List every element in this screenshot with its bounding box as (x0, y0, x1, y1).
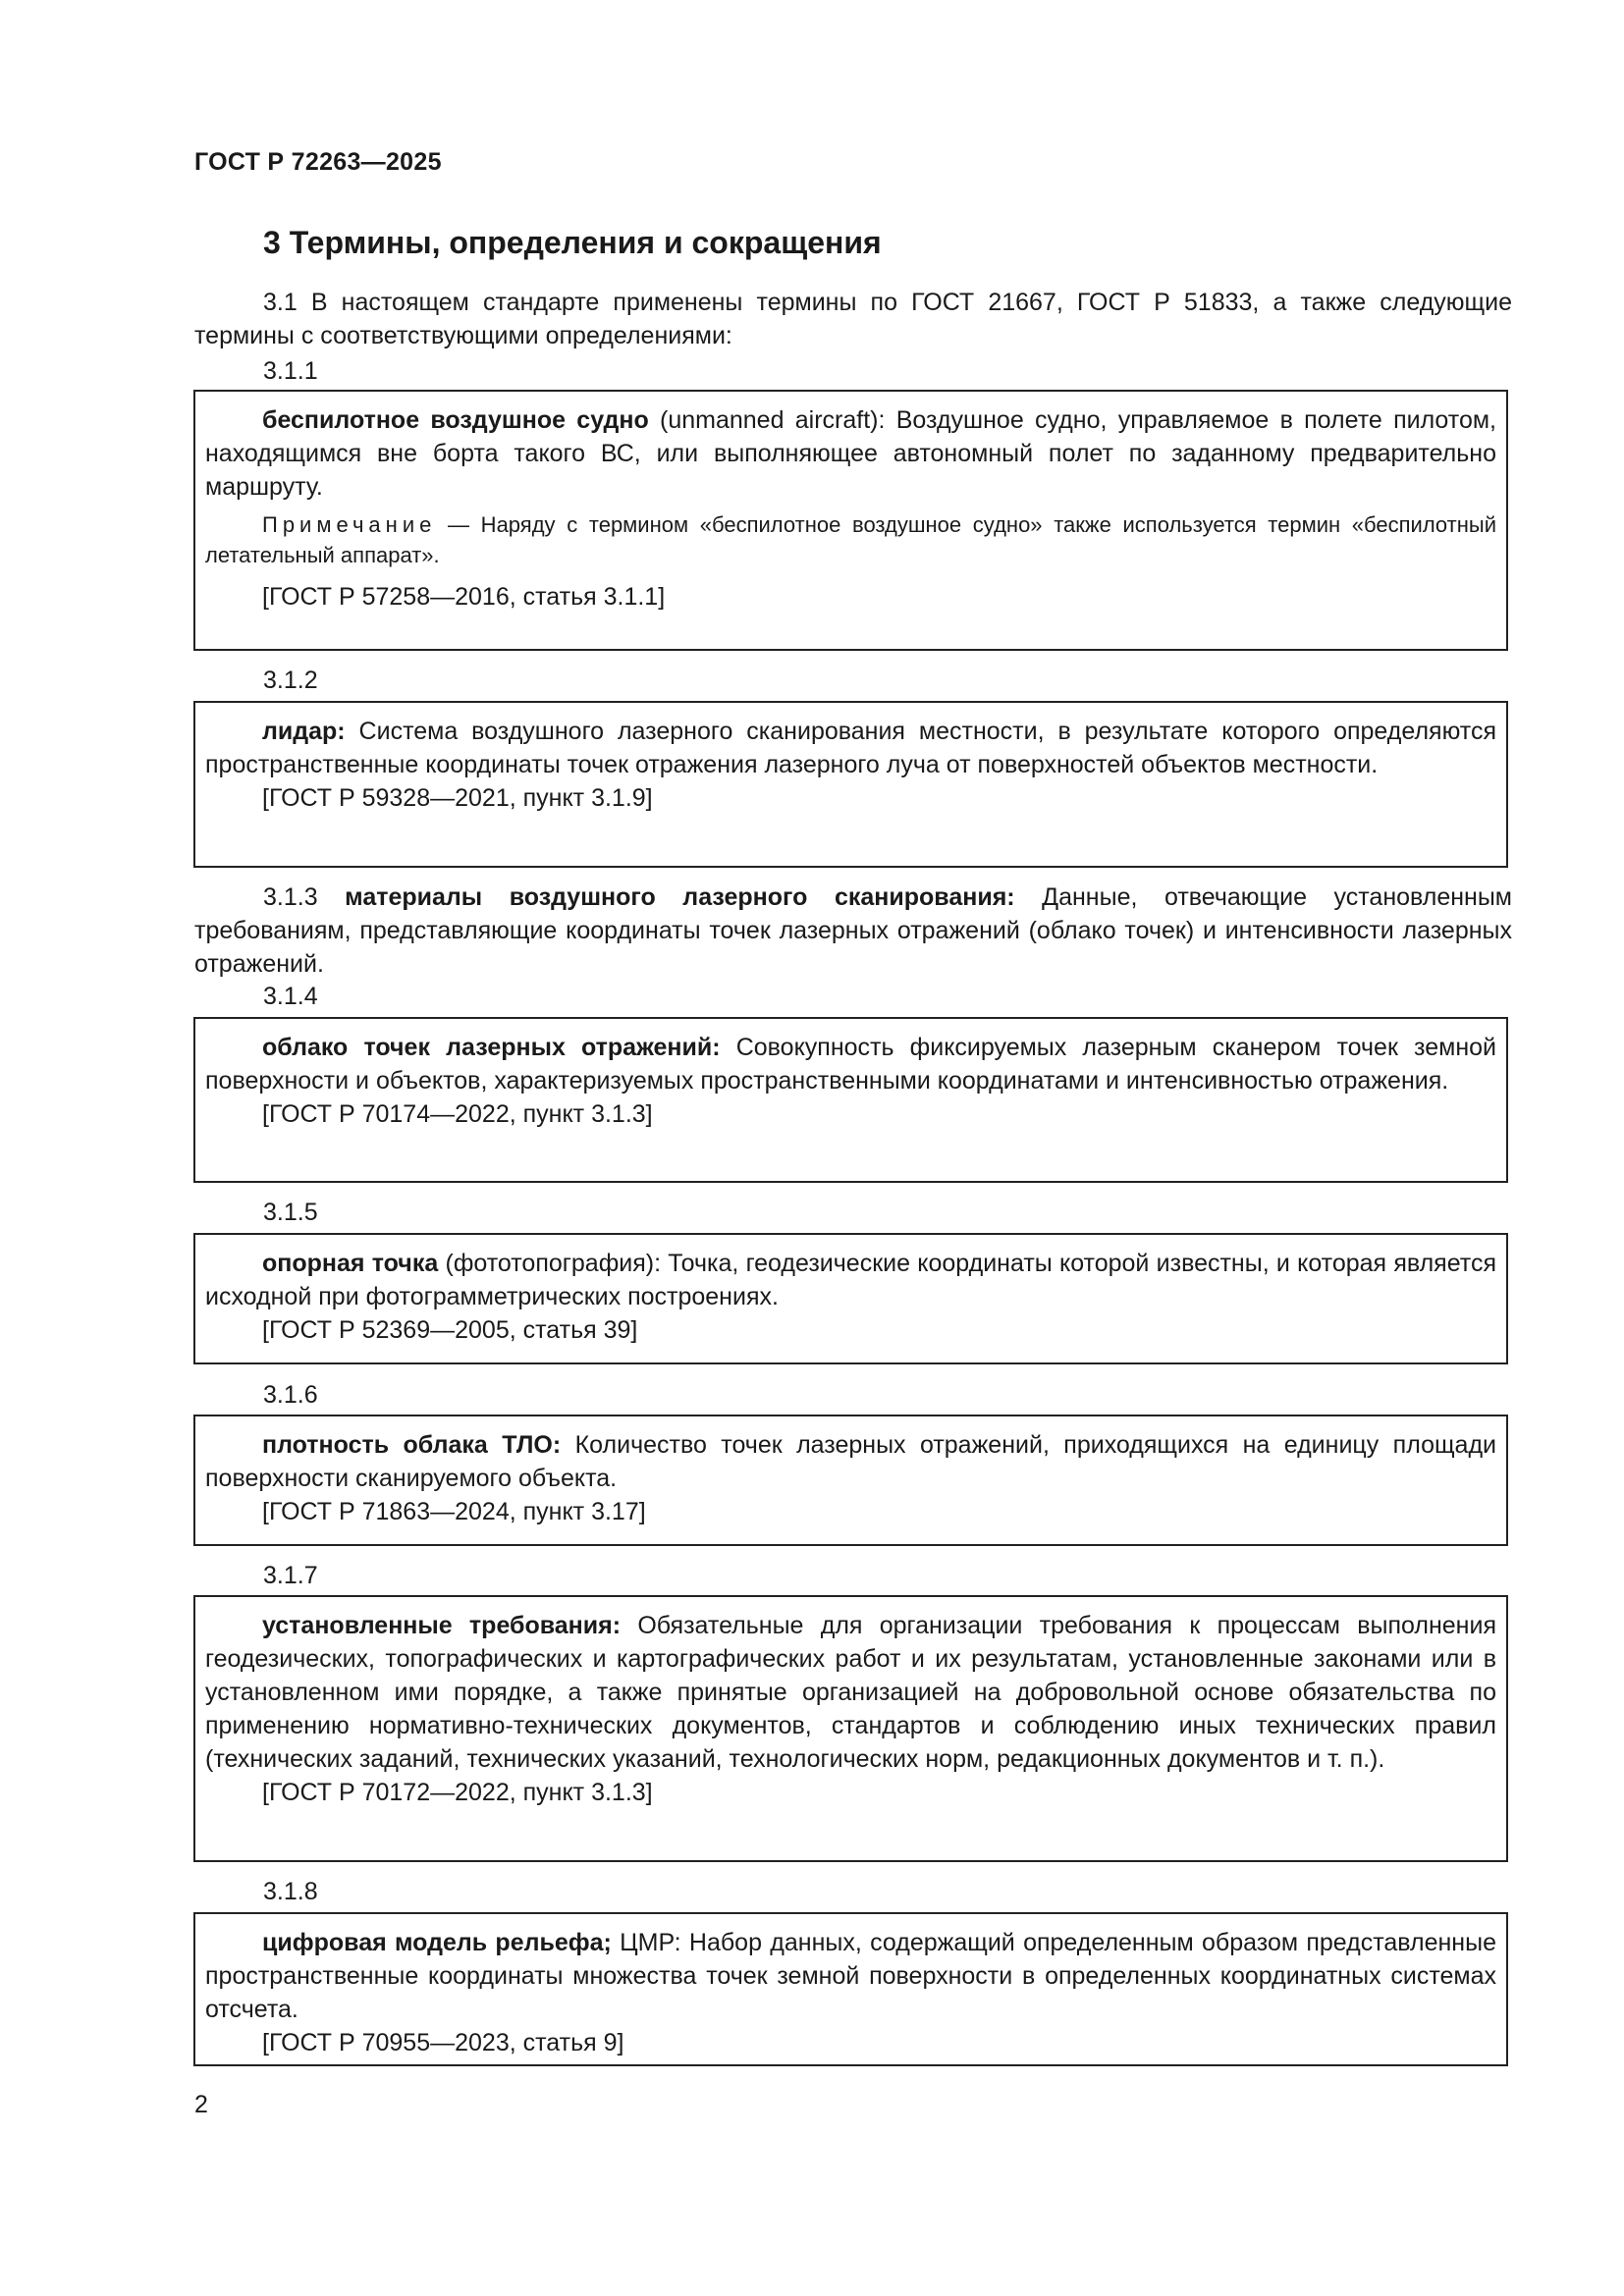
term-name: плотность облака ТЛО: (262, 1431, 562, 1459)
intro-paragraph: 3.1 В настоящем стандарте применены термины по ГОСТ 21667, ГОСТ Р 51833, а также следующие термины с соответствующими определениями: (194, 289, 1512, 349)
term-name: материалы воздушного лазерного сканирования: (345, 883, 1015, 911)
term-suffix: (unmanned aircraft): (648, 406, 896, 434)
term-text: Количество точек лазерных отражений, приходящихся на единицу площади поверхности сканируемого объекта. (205, 1431, 1496, 1492)
note-label: Примечание (262, 512, 437, 537)
term-name: облако точек лазерных отражений: (262, 1034, 721, 1061)
section-title: 3 Термины, определения и сокращения (263, 225, 882, 260)
term-definition (205, 403, 1496, 504)
term-text: Совокупность фиксируемых лазерным сканером точек земной поверхности и объектов, характеризуемых пространственными координатами и интенсивностью отражения. (205, 1034, 1497, 1095)
term-text: Воздушное судно, управляемое в полете пилотом, находящимся вне борта такого ВС, или выполняющее автономный полет по заданному предварительно маршруту. (205, 406, 1496, 501)
term-box-3-1-5 (193, 1233, 1508, 1364)
term-text: Система воздушного лазерного сканирования местности, в результате которого определяются пространственные координаты точек отражения лазерного луча от поверхностей объектов местности. (205, 718, 1496, 778)
term-definition (205, 1247, 1496, 1313)
term-box-3-1-8 (193, 1912, 1508, 2066)
term-suffix: (фототопография): (438, 1250, 669, 1277)
term-number-3-1-2: 3.1.2 (263, 667, 318, 694)
term-definition (205, 1031, 1496, 1097)
term-number-3-1-7: 3.1.7 (263, 1562, 318, 1589)
term-definition (205, 1428, 1496, 1495)
term-name: лидар: (262, 718, 346, 745)
term-box-3-1-1 (193, 390, 1508, 651)
term-suffix: ЦМР: (611, 1929, 689, 1956)
term-box-3-1-4 (193, 1017, 1508, 1183)
term-note (205, 509, 1496, 570)
note-text: — Наряду с термином «беспилотное воздушное судно» также используется термин «беспилотный летательный аппарат». (205, 512, 1496, 567)
term-definition (205, 715, 1496, 781)
term-number-3-1-1: 3.1.1 (263, 357, 318, 385)
term-text: Набор данных, содержащий определенным образом представленные пространственные координаты множества точек земной поверхности в определенных координатных системах отсчета. (205, 1929, 1496, 2023)
term-number-3-1-4: 3.1.4 (263, 983, 318, 1010)
term-number-3-1-6: 3.1.6 (263, 1381, 318, 1409)
term-name: установленные требования: (262, 1612, 622, 1639)
term-source: [ГОСТ Р 59328—2021, пункт 3.1.9] (262, 784, 653, 812)
term-source: [ГОСТ Р 70955—2023, статья 9] (262, 2029, 624, 2056)
document-code: ГОСТ Р 72263—2025 (194, 148, 442, 176)
term-definition (205, 1609, 1496, 1776)
term-definition (205, 1926, 1496, 2026)
term-box-3-1-2 (193, 701, 1508, 868)
term-source: [ГОСТ Р 70174—2022, пункт 3.1.3] (262, 1100, 653, 1128)
term-name: опорная точка (262, 1250, 439, 1277)
term-name: беспилотное воздушное судно (262, 406, 649, 434)
term-paragraph-3-1-3 (194, 881, 1512, 981)
term-source: [ГОСТ Р 57258—2016, статья 3.1.1] (262, 583, 666, 611)
term-source: [ГОСТ Р 70172—2022, пункт 3.1.3] (262, 1779, 653, 1806)
term-number-3-1-5: 3.1.5 (263, 1199, 318, 1226)
term-box-3-1-6 (193, 1415, 1508, 1546)
term-box-3-1-7 (193, 1595, 1508, 1862)
term-source: [ГОСТ Р 71863—2024, пункт 3.17] (262, 1498, 646, 1525)
term-source: [ГОСТ Р 52369—2005, статья 39] (262, 1316, 638, 1344)
term-text: Обязательные для организации требования к процессам выполнения геодезических, топографических и картографических работ и их результатам, установленные законами или в установленном ими порядке, а также принятые организацией на добровольной основе обязательства по применению нормативно-технических документов, стандартов и соблюдению иных технических правил (технических заданий, технических указаний, технологических норм, редакционных документов и т. п.). (205, 1612, 1496, 1773)
term-name: цифровая модель рельефа; (262, 1929, 612, 1956)
term-text: Точка, геодезические координаты которой известны, и которая является исходной при фотограмметрических построениях. (205, 1250, 1496, 1310)
page-number: 2 (194, 2091, 208, 2118)
term-number-3-1-8: 3.1.8 (263, 1878, 318, 1905)
term-text: Данные, отвечающие установленным требованиям, представляющие координаты точек лазерных отражений (облако точек) и интенсивности лазерных отражений. (194, 883, 1512, 978)
term-number: 3.1.3 (263, 883, 318, 911)
